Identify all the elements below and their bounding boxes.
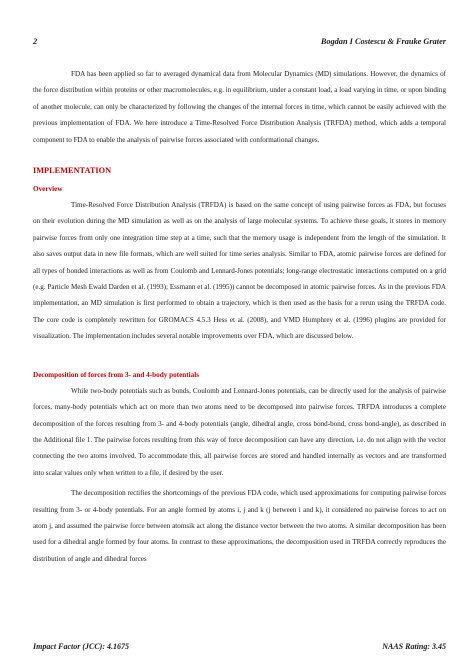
article-body [33,66,446,567]
page-footer [33,642,446,654]
impact-factor: Impact Factor (JCC): 4.1675 [33,642,129,651]
overview-heading: Overview [33,185,63,194]
section-title: IMPLEMENTATION [33,166,112,176]
running-head-authors: Bogdan I Costescu & Frauke Grater [320,37,446,46]
naas-rating: NAAS Rating: 3.45 [382,642,446,651]
decomposition-heading: Decomposition of forces from 3- and 4-body potentials [33,370,200,379]
decomposition-paragraph-2: The decomposition rectifies the shortcomings of the previous FDA code, which used approximations for computing pairwise forces resulting from 3- or 4-body potentials. For an angle formed by atoms i, j and k (j between i and k), it considered no pairwise forces to act on atom j, and assumed the pairwise force between atomsik act along the distance vector between the two atoms. A similar decomposition has been used for a dihedral angle formed by four atoms. In contrast to these approximations, the decomposition used in TRFDA correctly reproduces the distribution of angle and dihedral forces [33,489,446,563]
decomposition-paragraph-1: While two-body potentials such as bonds, Coulomb and Lennard-Jones potentials, can be directly used for the analysis of pairwise forces, many-body potentials which act on more than two atoms need to be decomposed into pairwise forces. TRFDA introduces a complete decomposition of the forces resulting from 3- and 4-body potentials (angle, dihedral angle, cross bond-bond, cross bond-angle), as described in the Additional file 1. The pairwise forces resulting from this way of force decomposition can have any direction, i.e. do not align with the vector connecting the two atoms involved. To accommodate this, all pairwise forces are stored and handled internally as vectors and are transformed into scalar values only when written to a file, if desired by the user. [33,386,446,477]
page-number: 2 [33,37,38,46]
page-header [33,37,446,49]
intro-paragraph: FDA has been applied so far to averaged dynamical data from Molecular Dynamics (MD) simulations. However, the dynamics of the force distribution within proteins or other macromolecules, e.g. in equilibrium, under a constant load, a load varying in time, or upon binding of another molecule, can only be characterized by following the changes of the internal forces in time, which cannot be easily achieved with the previous implementation of FDA. We here introduce a Time-Resolved Force Distribution Analysis (TRFDA) method, which adds a temporal component to FDA to enable the analysis of pairwise forces associated with conformational changes. [33,70,446,144]
overview-paragraph: Time-Resolved Force Distribution Analysis (TRFDA) is based on the same concept of using pairwise forces as FDA, but focuses on their evolution during the MD simulation as well as on the analysis of large molecular systems. To achieve these goals, it stores in memory pairwise forces from only one integration time step at a time, such that the memory usage is independent from the length of the simulation. It also saves output data in new file formats, which are well suited for time series analysis. Similar to FDA, atomic pairwise forces are defined for all types of bonded interactions as well as from Coulomb and Lennard-Jones potentials; long-range electrostatic interactions computed on a grid (e.g. Particle Mesh Ewald Darden et al. (1993); Essmann et al. (1995)) cannot be decomposed in atomic pairwise forces. As in the previous FDA implementation, an MD simulation is first performed to obtain a trajectory, which is then used as the basis for a rerun using the TRFDA code. The core code is completely rewritten for GROMACS 4.5.3 Hess et al. (2008), and VMD Humphrey et al. (1996) plugins are provided for visualization. The implementation includes several notable improvements over FDA, which are discussed below. [33,201,446,341]
